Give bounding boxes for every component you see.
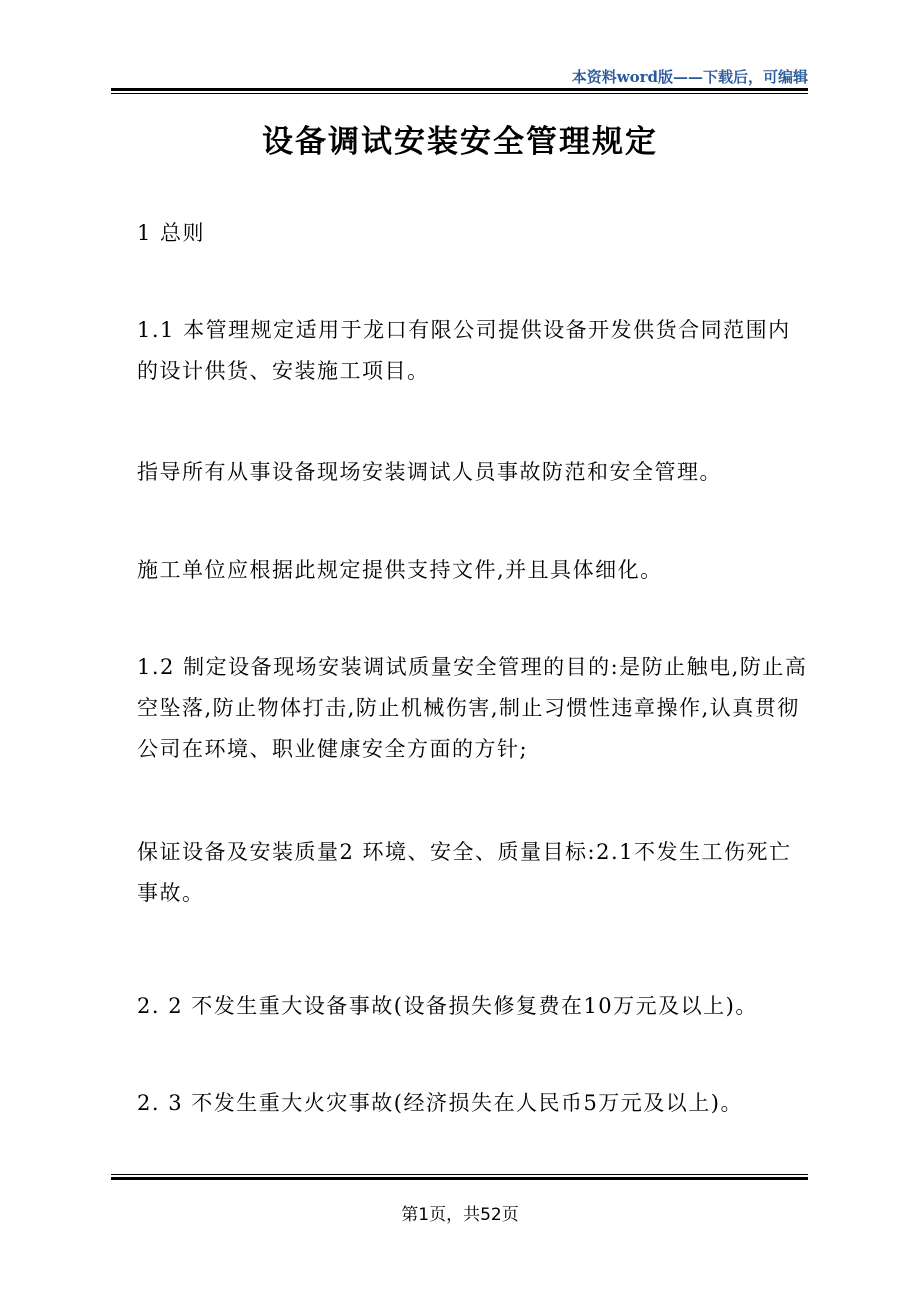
paragraph-5-text: 1.2 制定设备现场安装调试质量安全管理的目的:是防止触电,防止高空坠落,防止物体打击,防止机械伤害,制止习惯性违章操作,认真贯彻公司在环境、职业健康安全方面的方针; (137, 655, 808, 761)
paragraph-3 (112, 452, 812, 493)
paragraph-2-text: 1.1 本管理规定适用于龙口有限公司提供设备开发供货合同范围内的设计供货、安装施工项目。 (137, 318, 791, 383)
paragraph-2 (112, 310, 812, 392)
paragraph-7 (112, 986, 812, 1027)
footer-rule-thick (111, 1177, 808, 1180)
paragraph-8-text: 2. 3 不发生重大火灾事故(经济损失在人民币5万元及以上)。 (137, 1091, 743, 1115)
paragraph-1-text: 1 总则 (137, 221, 206, 245)
paragraph-5 (112, 647, 812, 770)
paragraph-4 (112, 550, 812, 591)
paragraph-4-text: 施工单位应根据此规定提供支持文件,并且具体细化。 (137, 558, 663, 582)
header-rule-thin (111, 93, 808, 94)
page-number: 第1页，共52页 (401, 1205, 519, 1225)
paragraph-1 (112, 213, 812, 254)
paragraph-6 (112, 832, 812, 914)
footer-rule-thin (111, 1174, 808, 1175)
header-rule-thick (111, 88, 808, 91)
paragraph-7-text: 2. 2 不发生重大设备事故(设备损失修复费在10万元及以上)。 (137, 994, 758, 1018)
header-note: 本资料word版——下载后，可编辑 (571, 68, 808, 86)
paragraph-6-text: 保证设备及安装质量2 环境、安全、质量目标:2.1不发生工伤死亡事故。 (137, 840, 792, 905)
paragraph-8 (112, 1083, 812, 1124)
document-title: 设备调试安装安全管理规定 (262, 124, 658, 160)
paragraph-3-text: 指导所有从事设备现场安装调试人员事故防范和安全管理。 (137, 460, 722, 484)
